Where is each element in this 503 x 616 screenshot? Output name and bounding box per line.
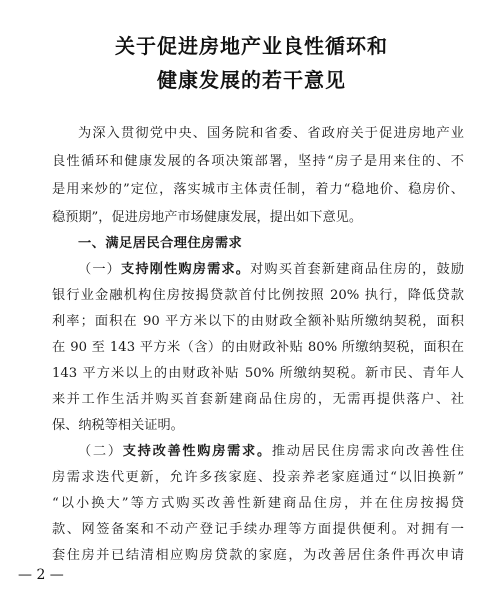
item-2-line-2: 房需求迭代更新，允许多孩家庭、投亲养老家庭通过“以旧换新”: [52, 470, 464, 485]
document-title-line-2: 健康发展的若干意见: [157, 68, 346, 92]
item-1-line-5: 143 平方米以上的由财政补贴 50% 所缴纳契税。新市民、青年人: [52, 366, 464, 381]
item-1-bold-lead: 支持刚性购房需求。: [121, 262, 251, 277]
item-2-line-4: 款、网签备案和不动产登记手续办理等方面提供便利。对拥有一: [52, 522, 464, 537]
intro-line-1: 为深入贯彻党中央、国务院和省委、省政府关于促进房地产业: [78, 126, 464, 141]
item-2-line-3: “以小换大”等方式购买改善性新建商品住房，并在住房按揭贷: [52, 496, 464, 511]
intro-line-3: 是用来炒的”定位，落实城市主体责任制，着力“稳地价、稳房价、: [52, 182, 464, 197]
item-2-line-5: 套住房并已结清相应购房贷款的家庭，为改善居住条件再次申请: [52, 548, 464, 563]
item-1-line-6: 来并工作生活并购买首套新建商品住房的，无需再提供落户、社: [52, 392, 464, 407]
intro-line-2: 良性循环和健康发展的各项决策部署，坚持“房子是用来住的、不: [52, 154, 464, 169]
item-1-line-7: 保、纳税等相关证明。: [52, 418, 184, 433]
item-1-label: （一）: [78, 262, 122, 277]
item-2-first-line: [78, 442, 464, 462]
section-heading: 一、满足居民合理住房需求: [78, 236, 243, 251]
item-1-line-4: 在 90 至 143 平方米（含）的由财政补贴 80% 所缴纳契税，面积在: [52, 340, 464, 355]
page-number: — 2 —: [18, 567, 64, 583]
item-1-first-line: [78, 260, 464, 280]
item-2-label: （二）: [78, 444, 123, 459]
item-1-line-1: 对购买首套新建商品住房的，鼓励: [250, 262, 464, 277]
intro-line-4: 稳预期”，促进房地产市场健康发展，提出如下意见。: [52, 210, 363, 225]
item-1-line-3: 利率；面积在 90 平方米以下的由财政全额补贴所缴纳契税，面积: [52, 314, 464, 329]
document-title-line-1: 关于促进房地产业良性循环和: [115, 34, 388, 58]
item-2-line-1: 推动居民住房需求向改善性住: [271, 444, 464, 459]
item-1-line-2: 银行业金融机构住房按揭贷款首付比例按照 20% 执行，降低贷款: [52, 288, 464, 303]
item-2-bold-lead: 支持改善性购房需求。: [122, 444, 272, 459]
